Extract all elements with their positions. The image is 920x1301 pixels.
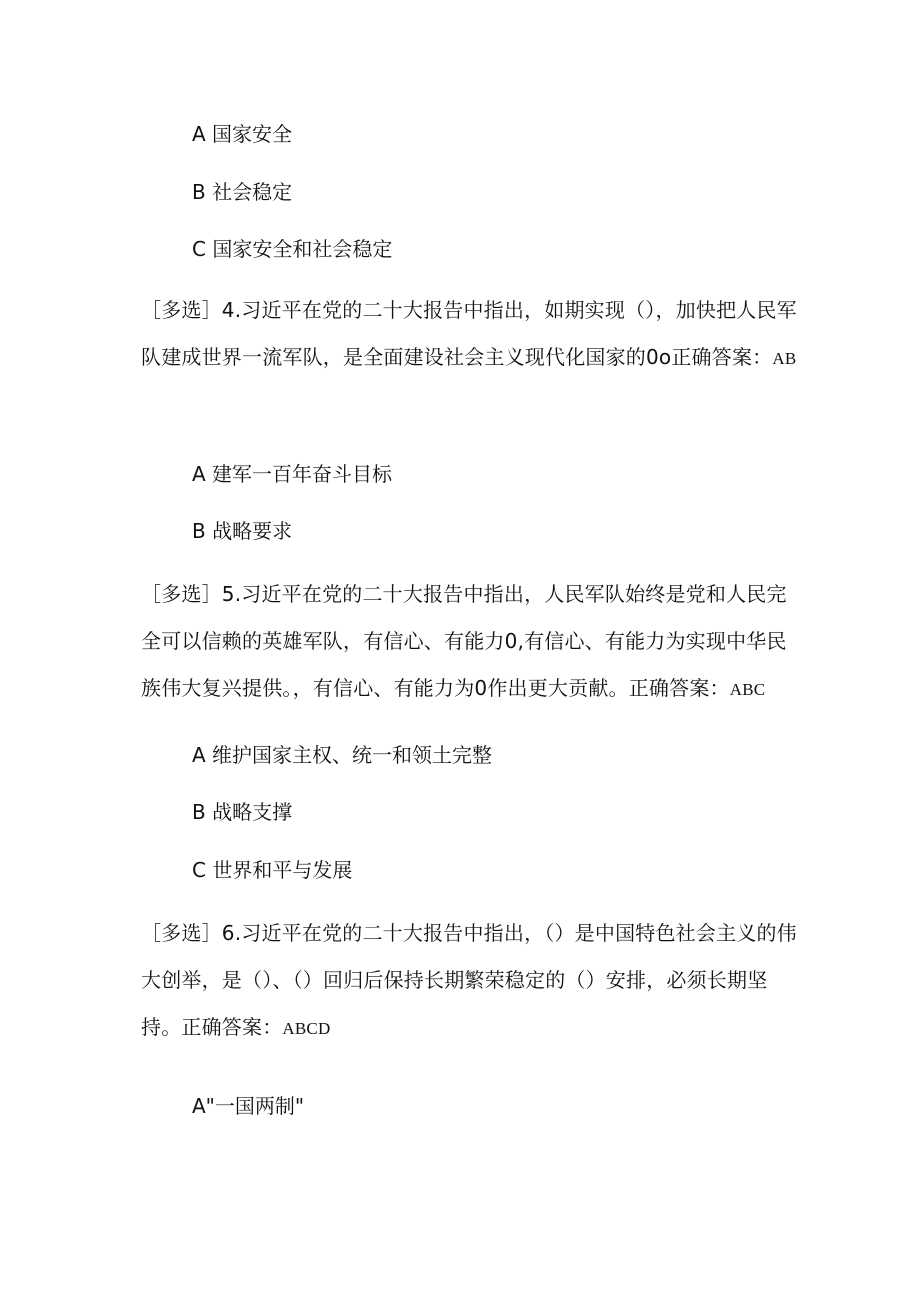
q3-option-b: B 社会稳定 — [192, 180, 293, 204]
question-4-text: ［多选］4.习近平在党的二十大报告中指出，如期实现（），加快把人民军队建成世界一流军队，是全面建设社会主义现代化国家的0o正确答案： — [141, 298, 797, 369]
q5-option-a: A 维护国家主权、统一和领土完整 — [192, 743, 493, 767]
question-6-answer: ABCD — [282, 1019, 331, 1038]
question-5-answer: ABC — [729, 680, 766, 699]
q6-option-a: A"一国两制" — [192, 1094, 305, 1118]
question-4 — [141, 287, 801, 382]
q3-option-a: A 国家安全 — [192, 122, 293, 146]
question-6-text: ［多选］6.习近平在党的二十大报告中指出，（）是中国特色社会主义的伟大创举，是（）、（）回归后保持长期繁荣稳定的（）安排，必须长期坚持。正确答案： — [141, 921, 797, 1039]
q4-option-b: B 战略要求 — [192, 519, 293, 543]
question-4-answer: AB — [772, 349, 797, 368]
q4-option-a: A 建军一百年奋斗目标 — [192, 462, 393, 486]
q3-option-c: C 国家安全和社会稳定 — [192, 237, 393, 261]
question-5 — [141, 571, 801, 713]
question-5-text: ［多选］5.习近平在党的二十大报告中指出，人民军队始终是党和人民完全可以信赖的英雄军队，有信心、有能力0,有信心、有能力为实现中华民族伟大复兴提供。，有信心、有能力为0作出更大贡献。正确答案： — [141, 582, 787, 700]
q5-option-b: B 战略支撑 — [192, 800, 293, 824]
question-6 — [141, 910, 801, 1052]
q5-option-c: C 世界和平与发展 — [192, 858, 353, 882]
